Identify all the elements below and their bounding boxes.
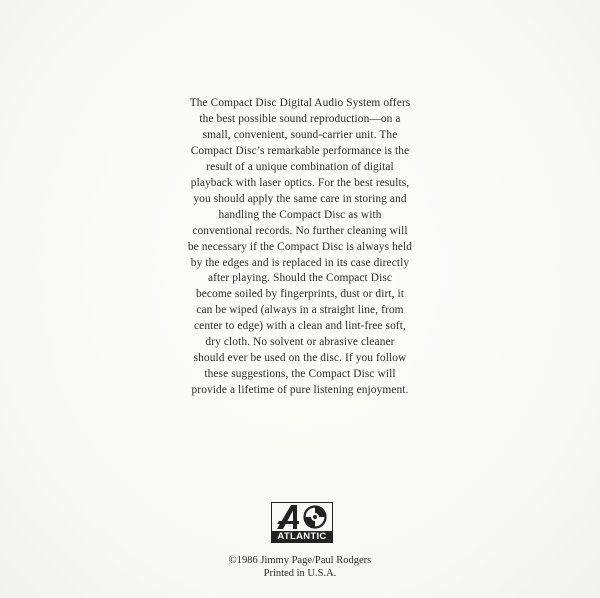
- atlantic-logo: [271, 502, 333, 543]
- notice-line: the best possible sound reproduction—on a: [199, 112, 401, 125]
- cd-care-notice: [170, 96, 430, 399]
- notice-line: center to edge) with a clean and lint-free soft,: [194, 320, 406, 333]
- atlantic-logo-icon: [271, 502, 333, 532]
- notice-line: Compact Disc’s remarkable performance is the: [190, 144, 410, 157]
- copyright-line: ©1986 Jimmy Page/Paul Rodgers: [228, 555, 372, 566]
- credits: [200, 554, 400, 580]
- notice-line: handling the Compact Disc as with: [218, 208, 382, 221]
- notice-line: provide a lifetime of pure listening enjoyment.: [191, 384, 409, 397]
- notice-line: become soiled by fingerprints, dust or dirt, it: [195, 288, 405, 301]
- printed-line: Printed in U.S.A.: [263, 568, 337, 579]
- notice-line: after playing. Should the Compact Disc: [207, 272, 393, 285]
- notice-line: you should apply the same care in storing and: [193, 192, 407, 205]
- atlantic-wordmark: ATLANTIC: [271, 531, 333, 543]
- notice-line: be necessary if the Compact Disc is always held: [187, 240, 413, 253]
- notice-line: by the edges and is replaced in its case directly: [190, 256, 410, 269]
- notice-line: result of a unique combination of digital: [206, 160, 394, 173]
- notice-line: these suggestions, the Compact Disc will: [204, 368, 396, 381]
- notice-line: The Compact Disc Digital Audio System offers: [189, 97, 411, 109]
- notice-line: dry cloth. No solvent or abrasive cleaner: [205, 336, 395, 349]
- notice-line: conventional records. No further cleaning will: [192, 224, 408, 237]
- notice-line: small, convenient, sound-carrier unit. The: [202, 128, 398, 141]
- notice-line: playback with laser optics. For the best results,: [190, 176, 410, 189]
- notice-line: can be wiped (always in a straight line, from: [196, 304, 404, 317]
- notice-line: should ever be used on the disc. If you follow: [193, 352, 407, 365]
